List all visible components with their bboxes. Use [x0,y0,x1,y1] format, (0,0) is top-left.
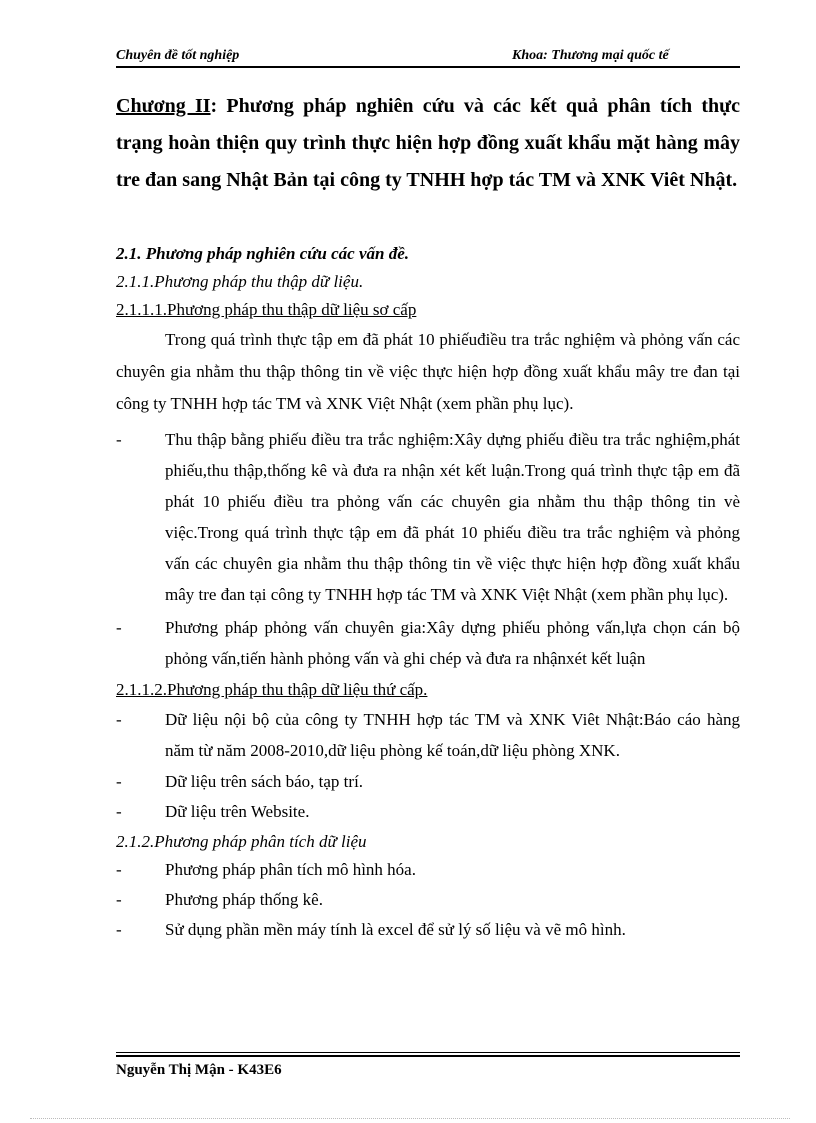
footer-rule [116,1055,740,1057]
bullet-dash: - [116,710,122,729]
section-2-1-1-heading: 2.1.1.Phương pháp thu thập dữ liệu. [116,272,364,291]
header-left-text: Chuyên đề tốt nghiệp [116,48,240,63]
bullet-item [116,704,740,766]
bullet-dash: - [116,772,122,791]
bullet-text: Dữ liệu trên sách báo, tạp trí. [165,772,364,791]
footer-author: Nguyễn Thị Mận - K43E6 [116,1062,282,1078]
bullet-text: Phương pháp thống kê. [165,890,323,909]
chapter-label: Chương II [116,95,211,117]
section-2-1-1-1-heading: 2.1.1.1.Phương pháp thu thập dữ liệu sơ cấp [116,300,417,319]
chapter-title: : Phương pháp nghiên cứu và các kết quả phân tích thực trạng hoàn thiện quy trình thực hiện hợp đồng xuất khẩu mặt hàng mây tre đan sang Nhật Bản tại công ty TNHH hợp tác TM và XNK Viêt Nhật. [116,95,740,191]
section-2-1-heading: 2.1. Phương pháp nghiên cứu các vấn đề. [116,244,410,263]
bullet-item [116,916,740,944]
bullet-dash: - [116,860,122,879]
bullet-text: Sử dụng phần mền máy tính là excel để sử lý số liệu và vẽ mô hình. [165,920,626,939]
bullet-item [116,856,740,884]
bullet-text: Dữ liệu nội bộ của công ty TNHH hợp tác TM và XNK Viêt Nhật:Báo cáo hàng năm từ năm 2008-2010,dữ liệu phòng kế toán,dữ liệu phòng XNK. [165,710,740,760]
bullet-text: Phương pháp phân tích mô hình hóa. [165,860,416,879]
bullet-item [116,424,740,610]
bullet-dash: - [116,920,122,939]
bullet-dash: - [116,430,122,449]
header-right-text: Khoa: Thương mại quốc tế [512,48,669,63]
section-2-1-2-heading: 2.1.2.Phương pháp phân tích dữ liệu [116,832,367,851]
paragraph-primary-data: Trong quá trình thực tập em đã phát 10 phiếuđiều tra trắc nghiệm và phỏng vấn các chuyên gia nhằm thu thập thông tin về việc thực hiện hợp đồng xuất khẩu mây tre đan tại công ty TNHH hợp tác TM và XNK Việt Nhật (xem phần phụ lục). [116,330,740,413]
bullet-dash: - [116,802,122,821]
bullet-item [116,798,740,826]
bullet-dash: - [116,890,122,909]
document-body [116,240,740,946]
bullet-text: Dữ liệu trên Website. [165,802,310,821]
page-footer [116,1052,740,1079]
page-bottom-dotted-rule [30,1118,790,1119]
bullet-item [116,612,740,674]
chapter-heading [116,88,740,199]
page-header [116,48,740,68]
bullet-text: Thu thập bằng phiếu điều tra trắc nghiệm:Xây dựng phiếu điều tra trắc nghiệm,phát phiếu,thu thập,thống kê và đưa ra nhận xét kết luận.Trong quá trình thực tập em đã phát 10 phiếu điều tra phỏng vấn các chuyên gia nhằm thu thập thông tin vè việc.Trong quá trình thực tập em đã phát 10 phiếu điều tra trắc nghiệm và phỏng vấn các chuyên gia nhằm thu thập thông tin về việc thực hiện hợp đồng xuất khẩu mây tre đan tại công ty TNHH hợp tác TM và XNK Việt Nhật (xem phần phụ lục). [165,430,740,604]
bullet-dash: - [116,618,122,637]
bullet-item [116,886,740,914]
bullet-text: Phương pháp phỏng vấn chuyên gia:Xây dựng phiếu phỏng vấn,lựa chọn cán bộ phỏng vấn,tiến hành phỏng vấn và ghi chép và đưa ra nhậnxét kết luận [165,618,740,668]
section-2-1-1-2-heading: 2.1.1.2.Phương pháp thu thập dữ liệu thứ cấp. [116,680,428,699]
bullet-item [116,768,740,796]
